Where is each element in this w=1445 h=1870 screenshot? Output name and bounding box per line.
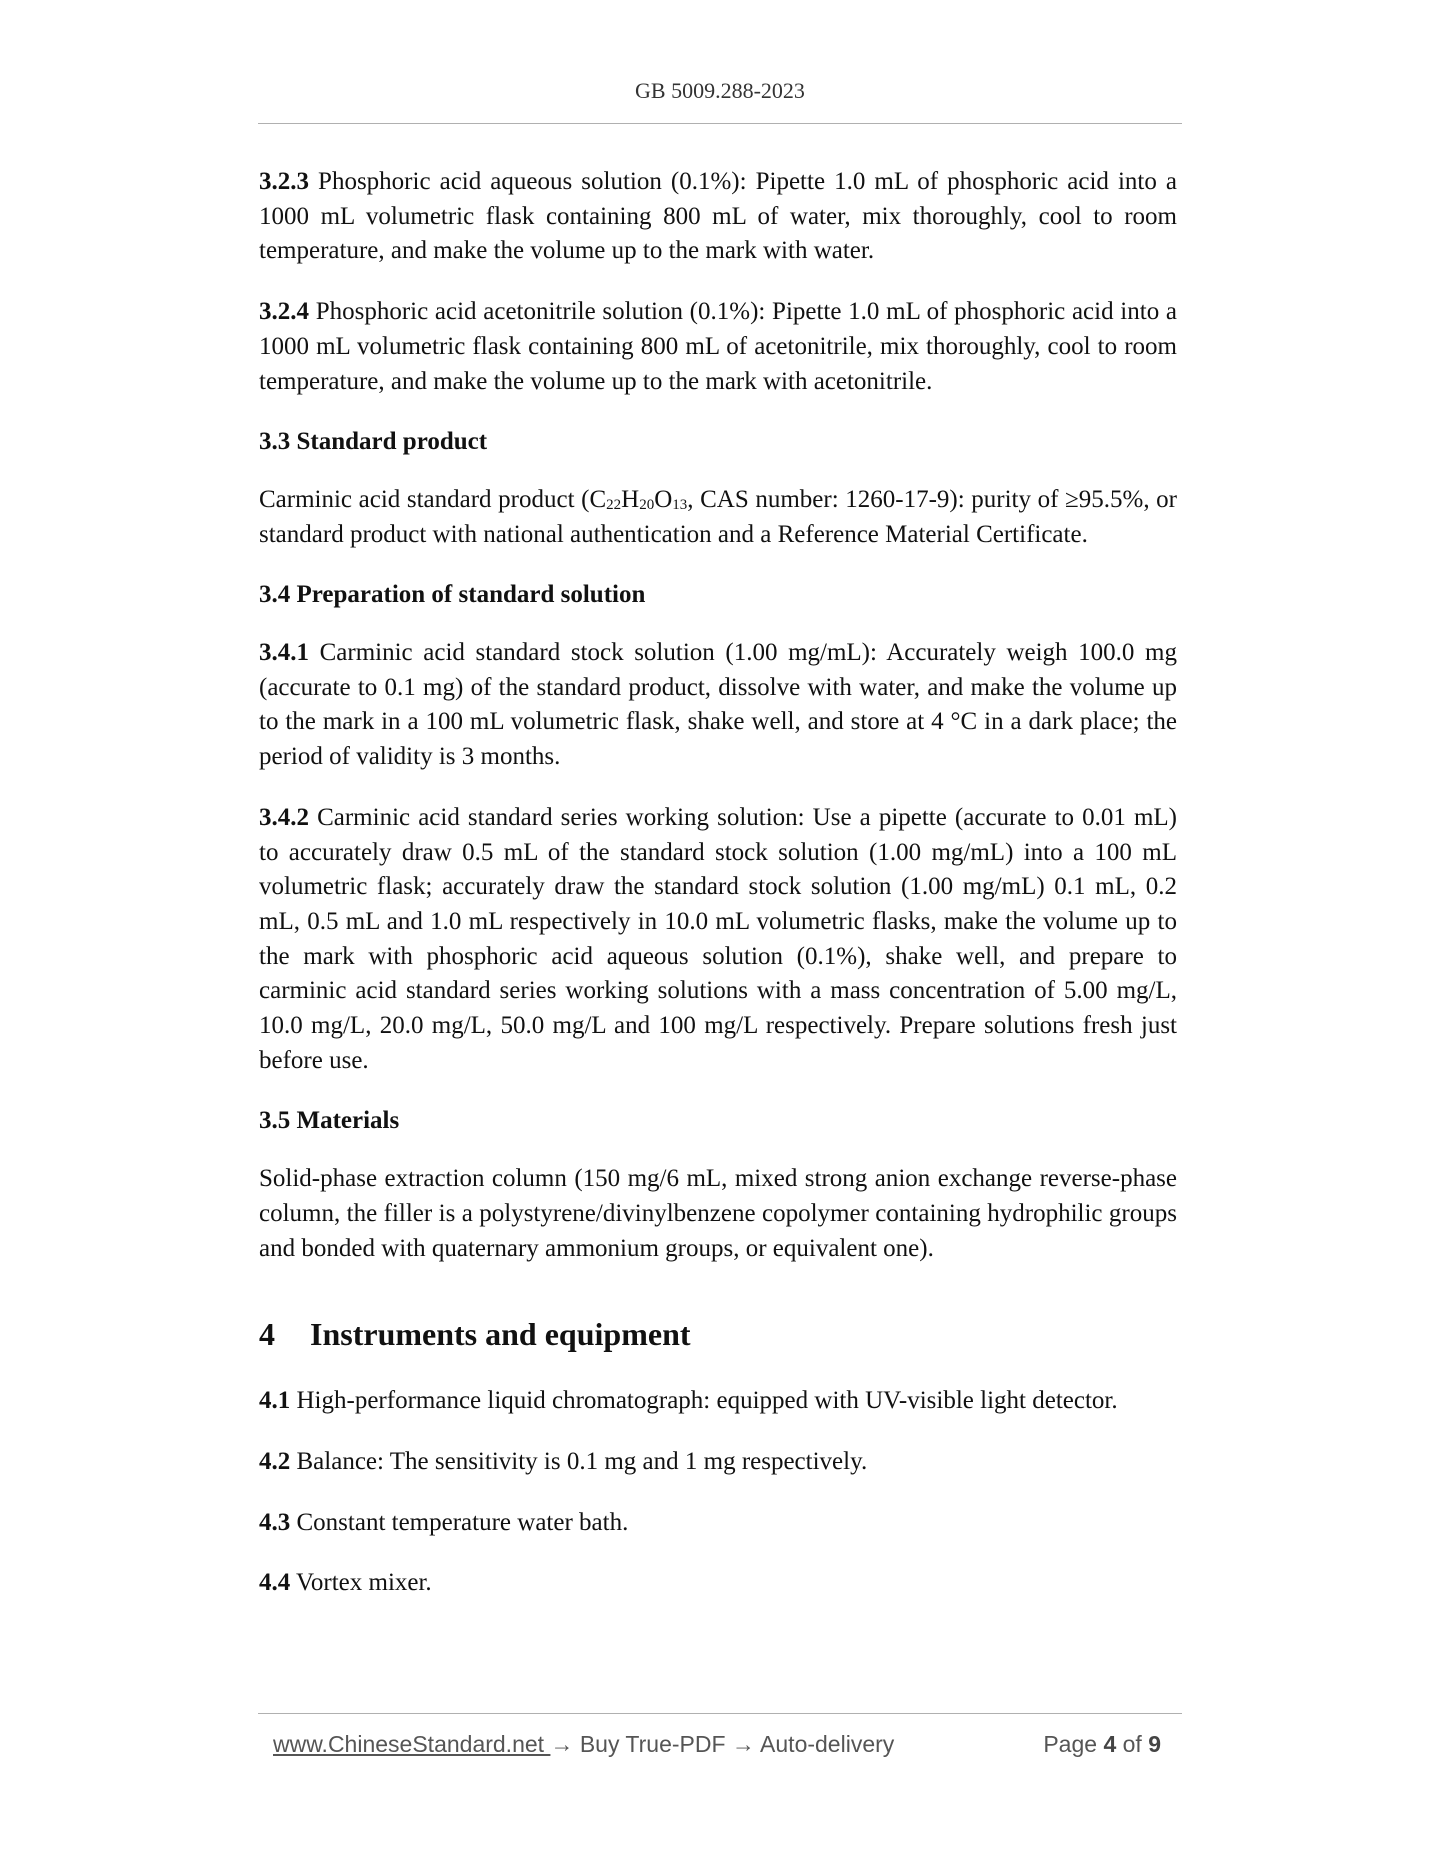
buy-pdf-text: Buy True-PDF — [573, 1731, 732, 1757]
clause-3-4-1 — [259, 636, 1177, 775]
chapter-heading-4 — [259, 1314, 1177, 1354]
clause-number: 4.2 — [259, 1447, 291, 1475]
of-label: of — [1116, 1731, 1149, 1757]
subscript: 22 — [606, 496, 622, 513]
clause-number: 3.2.3 — [259, 168, 309, 195]
clause-3-5-body — [259, 1162, 1177, 1266]
auto-delivery-text: Auto-delivery — [754, 1731, 895, 1757]
clause-4-1 — [259, 1384, 1177, 1419]
clause-4-3 — [259, 1506, 1177, 1541]
clause-4-2 — [259, 1445, 1177, 1480]
clause-3-4-2 — [259, 801, 1177, 1079]
subscript: 13 — [672, 496, 688, 513]
clause-text: Carminic acid standard product (C — [259, 485, 607, 513]
section-heading: 3.5 Materials — [259, 1107, 400, 1135]
clause-text: Vortex mixer. — [290, 1569, 432, 1597]
clause-text: Solid-phase extraction column (150 mg/6 mL, mixed strong anion exchange reverse-phase column, the filler is a polystyrene/divinylbenzene copolymer containing hydrophilic groups and bonded with quaternary ammonium groups, or equivalent one). — [259, 1165, 1177, 1262]
chapter-title: Instruments and equipment — [310, 1316, 691, 1353]
heading-3-4 — [259, 578, 1177, 613]
heading-3-3 — [259, 425, 1177, 460]
current-page-number: 4 — [1103, 1731, 1117, 1757]
clause-number: 3.4.2 — [259, 803, 309, 831]
clause-3-2-3 — [259, 165, 1177, 269]
clause-text: Constant temperature water bath. — [290, 1508, 629, 1536]
clause-text: Phosphoric acid acetonitrile solution (0.1%): Pipette 1.0 mL of phosphoric acid into a 1000 mL volumetric flask containing 800 mL of acetonitrile, mix thoroughly, cool to room temperature, and make the volume up to the mark with acetonitrile. — [259, 298, 1177, 395]
page-header: GB 5009.288-2023 — [635, 78, 805, 103]
page-footer — [273, 1731, 1173, 1765]
clause-3-2-4 — [259, 295, 1177, 399]
formula-element: H — [621, 485, 640, 513]
section-heading: 3.3 Standard product — [259, 428, 488, 456]
clause-number: 4.3 — [259, 1508, 291, 1536]
website-link[interactable]: www.ChineseStandard.net — [273, 1731, 551, 1757]
page-label: Page — [1043, 1731, 1104, 1757]
clause-text: Phosphoric acid aqueous solution (0.1%): Pipette 1.0 mL of phosphoric acid into a 1000 mL volumetric flask containing 800 mL of water, mix thoroughly, cool to room temperature, and make the volume up to the mark with water. — [259, 168, 1177, 265]
footer-rule — [258, 1713, 1182, 1714]
chapter-number: 4 — [259, 1316, 275, 1353]
footer-promo — [273, 1731, 894, 1758]
arrow-right-icon: → — [731, 1731, 755, 1757]
total-page-number: 9 — [1148, 1731, 1161, 1757]
clause-number: 3.2.4 — [259, 298, 309, 326]
clause-text: Balance: The sensitivity is 0.1 mg and 1 mg respectively. — [290, 1447, 868, 1475]
clause-number: 4.4 — [259, 1569, 291, 1597]
clause-number: 4.1 — [259, 1387, 291, 1415]
page-indicator — [1043, 1731, 1161, 1758]
page-content — [259, 165, 1177, 1627]
clause-text: Carminic acid standard stock solution (1.00 mg/mL): Accurately weigh 100.0 mg (accurate to 0.1 mg) of the standard product, dissolve with water, and make the volume up to the mark in a 100 mL volumetric flask, shake well, and store at 4 °C in a dark place; the period of validity is 3 months. — [259, 639, 1177, 771]
section-heading: 3.4 Preparation of standard solution — [259, 581, 646, 609]
clause-text: Carminic acid standard series working solution: Use a pipette (accurate to 0.01 mL) to accurately draw 0.5 mL of the standard stock solution (1.00 mg/mL) into a 100 mL volumetric flask; accurately draw the standard stock solution (1.00 mg/mL) 0.1 mL, 0.2 mL, 0.5 mL and 1.0 mL respectively in 10.0 mL volumetric flasks, make the volume up to the mark with phosphoric acid aqueous solution (0.1%), shake well, and prepare to carminic acid standard series working solutions with a mass concentration of 5.00 mg/L, 10.0 mg/L, 20.0 mg/L, 50.0 mg/L and 100 mg/L respectively. Prepare solutions fresh just before use. — [259, 803, 1177, 1074]
clause-number: 3.4.1 — [259, 639, 309, 667]
clause-4-4 — [259, 1566, 1177, 1601]
arrow-right-icon: → — [550, 1731, 574, 1757]
formula-element: O — [654, 485, 673, 513]
clause-3-3-body — [259, 483, 1177, 552]
clause-text: , CAS number: 1260-17-9): purity of ≥95.5%, or standard product with national authentication and a Reference Material Certificate. — [259, 485, 1178, 548]
subscript: 20 — [639, 496, 655, 513]
heading-3-5 — [259, 1104, 1177, 1139]
clause-text: High-performance liquid chromatograph: equipped with UV-visible light detector. — [290, 1387, 1118, 1415]
header-rule — [258, 123, 1182, 124]
